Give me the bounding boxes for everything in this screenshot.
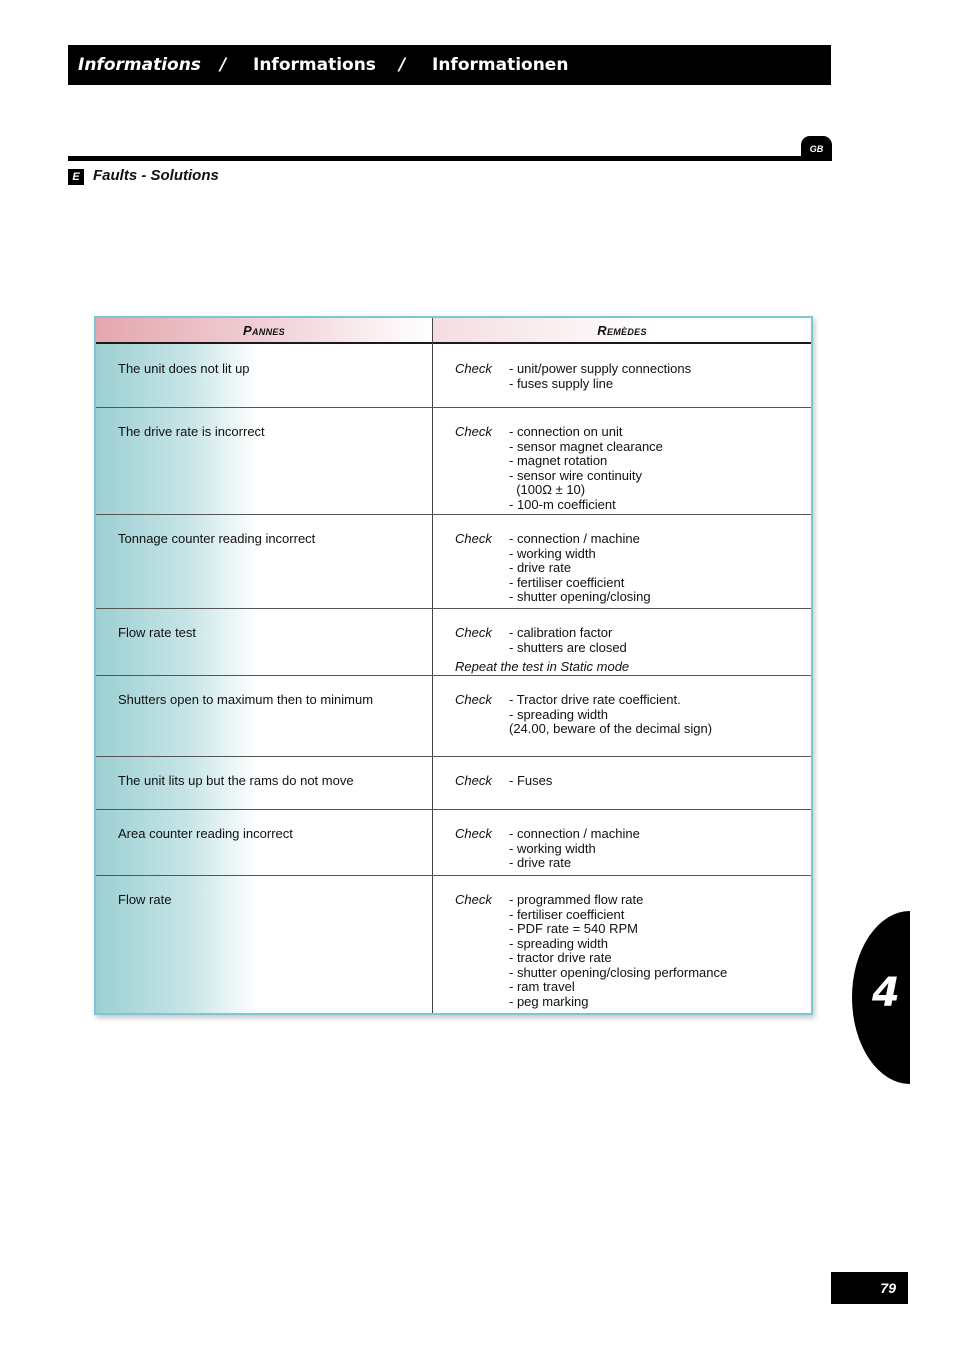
remedy-list [509,626,627,655]
section-letter-badge: E [68,169,84,185]
remedy-list [509,362,691,391]
check-label: Check [455,424,492,439]
remedy-item: - spreading width [509,935,608,951]
remedy-item: - unit/power supply connections [509,361,692,376]
remedy-item: - peg marking [509,993,589,1009]
remedy-item: - sensor wire continuity [509,467,642,483]
remedy-item: - ram travel [509,979,575,994]
check-label: Check [455,625,492,640]
remedy-list [509,893,727,1009]
remedy-item: - magnet rotation [509,453,608,468]
fault-text: The drive rate is incorrect [118,424,265,439]
remedy-item: - sensor magnet clearance [509,438,663,454]
fault-column-background [96,344,259,1013]
header-bar [68,45,831,85]
remedy-item: - connection / machine [509,531,640,546]
faults-table [94,316,813,1015]
header-title-de: Informationen [432,55,569,75]
fault-text: Tonnage counter reading incorrect [118,531,316,546]
remedy-item: - fuses supply line [509,375,614,391]
header-separator: / [220,55,227,75]
remedy-item: - shutter opening/closing [509,589,651,604]
remedy-item: - spreading width [509,706,608,722]
header-divider [96,342,811,344]
row-divider [96,608,811,609]
check-label: Check [455,531,492,546]
remedy-item: - working width [509,545,596,561]
remedies-column-label: Remèdes [597,322,647,338]
check-label: Check [455,773,492,788]
remedy-item: - drive rate [509,560,572,575]
fault-text: The unit lits up but the rams do not move [118,773,354,788]
check-label: Check [455,692,492,707]
fault-text: Shutters open to maximum then to minimum [118,692,374,707]
remedy-item: - fertiliser coefficient [509,574,625,590]
fault-text: Flow rate test [118,625,197,640]
section-title: Faults - Solutions [93,167,219,184]
section-rule [68,156,831,161]
remedy-list [509,827,640,871]
language-tab: GB [801,136,832,161]
remedy-item: - PDF rate = 540 RPM [509,921,638,936]
remedy-item: - Fuses [509,773,553,788]
remedy-item: - tractor drive rate [509,950,612,965]
check-label: Check [455,892,492,907]
row-divider [96,809,811,810]
remedy-item: - working width [509,840,596,856]
remedy-item: - connection / machine [509,826,640,841]
remedy-list [509,425,663,512]
remedy-item: - shutters are closed [509,639,627,655]
row-divider [96,756,811,757]
remedy-item: - calibration factor [509,625,613,640]
row-divider [96,875,811,876]
remedy-item: - connection on unit [509,424,623,439]
fault-text: Flow rate [118,892,172,907]
column-divider [432,318,433,1013]
page-number: 79 [831,1272,908,1304]
check-label: Check [455,826,492,841]
check-label: Check [455,361,492,376]
row-divider [96,514,811,515]
fault-text: The unit does not lit up [118,361,250,376]
faults-column-header [96,318,432,342]
remedy-item: - shutter opening/closing performance [509,964,728,980]
header-title-fr: Informations [78,55,201,75]
remedy-note: Repeat the test in Static mode [455,659,630,674]
fault-text: Area counter reading incorrect [118,826,293,841]
remedy-item: - drive rate [509,855,572,870]
remedy-list [509,532,651,605]
remedy-list [509,693,712,737]
row-divider [96,675,811,676]
row-divider [96,407,811,408]
remedy-item: - 100-m coefficient [509,496,616,512]
remedy-item: (100Ω ± 10) [509,482,586,497]
remedy-item: - Tractor drive rate coefficient. [509,692,681,707]
remedy-item: (24.00, beware of the decimal sign) [509,721,713,736]
remedy-list [509,774,552,789]
header-title-gb: Informations [253,55,376,75]
chapter-number: 4 [872,970,900,1016]
remedy-item: - programmed flow rate [509,892,644,907]
faults-column-label: Pannes [243,322,285,338]
remedies-column-header [433,318,811,342]
remedy-item: - fertiliser coefficient [509,906,625,922]
header-separator: / [399,55,406,75]
